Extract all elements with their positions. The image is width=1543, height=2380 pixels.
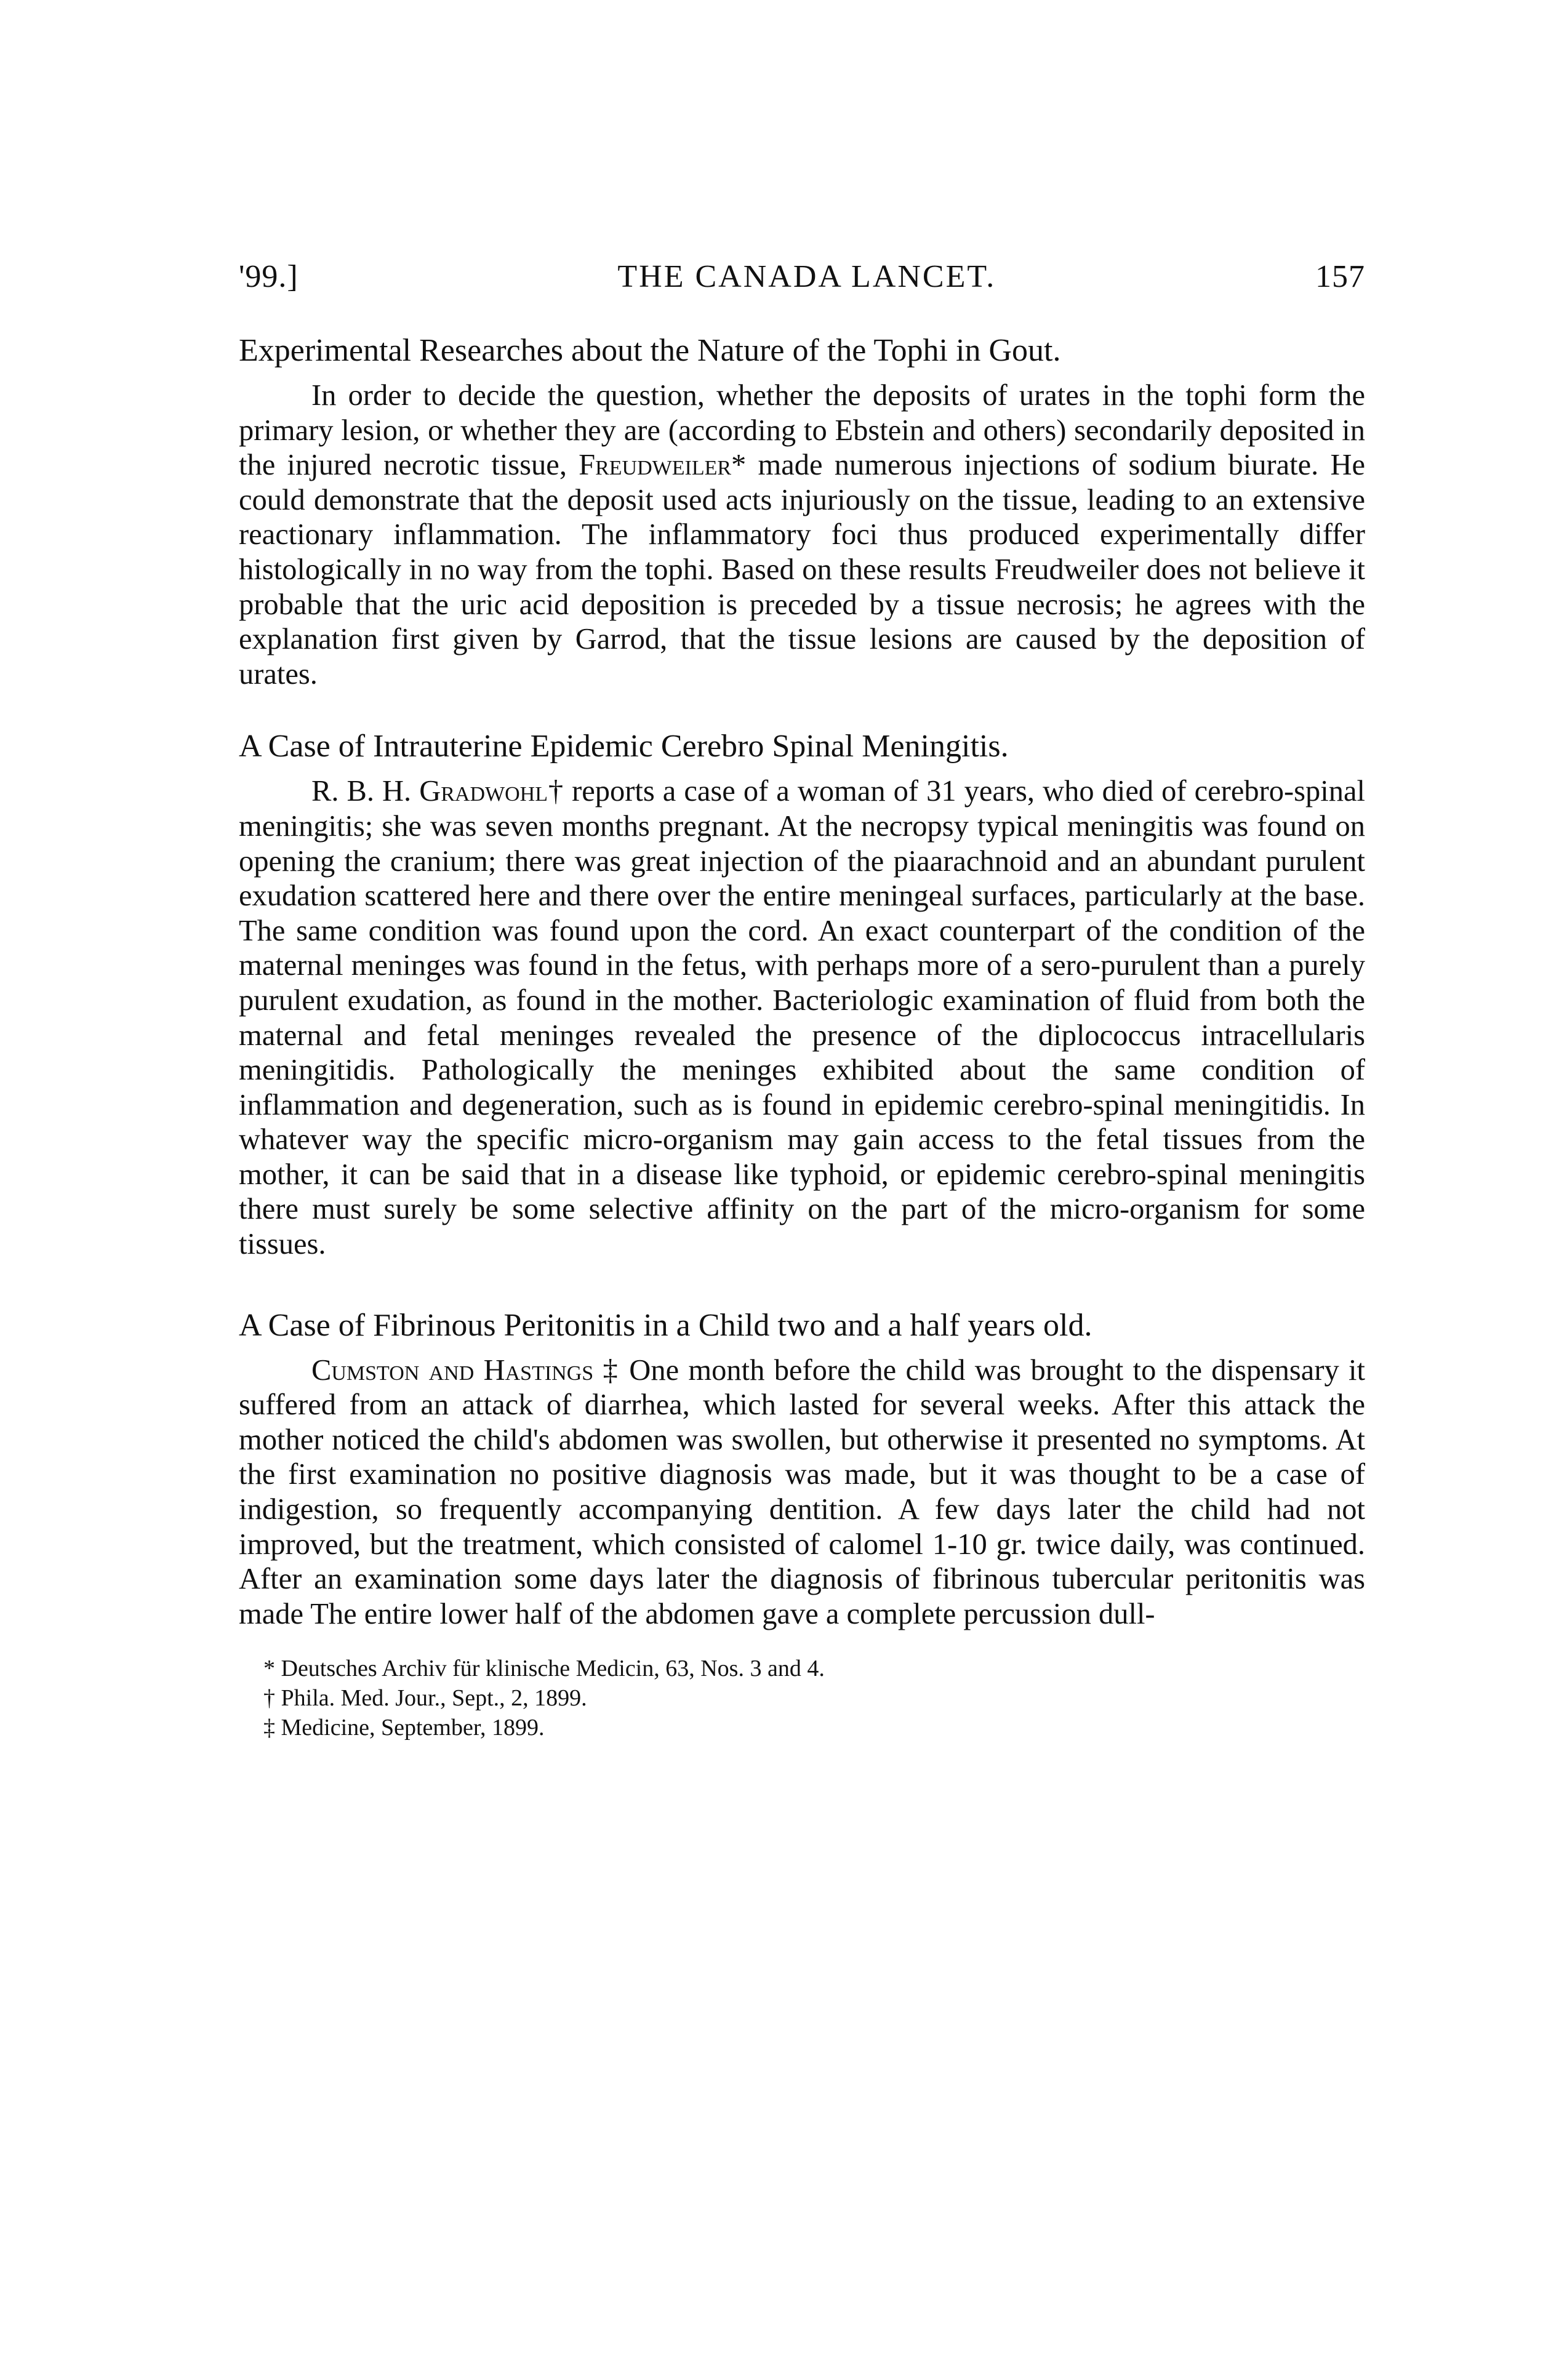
text-run: made numerous injections of sodium biurate. He could demonstrate that the deposit used acts injuriously on the tissue, leading to an extensive reactionary inflammation. The inflammatory foci thus produced experimentally differ histologically in no way from the tophi. Based on these results Freudweiler does not believe it probable that the uric acid deposition is preceded by a tissue necrosis; he agrees with the explanation first given by Garrod, that the tissue lesions are caused by the deposition of urates. <box>239 449 1365 691</box>
journal-title: THE CANADA LANCET. <box>617 259 996 294</box>
footnote: ‡ Medicine, September, 1899. <box>263 1715 545 1741</box>
text-run: R. B. H. <box>311 775 420 808</box>
author-name: Gradwohl† <box>419 775 564 808</box>
running-head <box>239 258 1365 295</box>
header-volume: '99.] <box>239 259 299 294</box>
page <box>239 258 1365 1742</box>
footnote: * Deutsches Archiv für klinische Medicin, 63, Nos. 3 and 4. <box>263 1656 825 1682</box>
article-peritonitis <box>239 1305 1365 1632</box>
article-paragraph <box>239 1353 1365 1632</box>
text-run: reports a case of a woman of 31 years, who died of cerebro-spinal meningitis; she was seven months pregnant. At the necropsy typical meningitis was found on opening the cranium; there was great injection of the piaarachnoid and an abundant purulent exudation scattered here and there over the entire meningeal surfaces, particularly at the base. The same condition was found upon the cord. An exact counterpart of the condition of the maternal meninges was found in the fetus, with perhaps more of a sero-purulent than a purely purulent exudation, as found in the mother. Bacteriologic examination of fluid from both the maternal and fetal meninges revealed the presence of the diplococcus intracellularis meningitidis. Pathologically the meninges exhibited about the same condition of inflammation and degeneration, such as is found in epidemic cerebro-spinal meningitidis. In whatever way the specific micro-organism may gain access to the fetal tissues from the mother, it can be said that in a disease like typhoid, or epidemic cerebro-spinal meningitis there must surely be some selective affinity on the part of the micro-organism for some tissues. <box>239 775 1365 1261</box>
text-run: One month before the child was brought to the dispensary it suffered from an attack of diarrhea, which lasted for several weeks. After this attack the mother noticed the child's abdomen was swollen, but otherwise it presented no symptoms. At the first examination no positive diagnosis was made, but it was thought to be a case of indigestion, so frequently accompanying dentition. A few days later the child had not improved, but the treatment, which consisted of calomel 1-10 gr. twice daily, was continued. After an examination some days later the diagnosis of fibrinous tubercular peritonitis was made The entire lower half of the abdomen gave a complete percussion dull- <box>239 1353 1366 1630</box>
author-name: Freudweiler* <box>579 449 747 482</box>
article-heading: A Case of Fibrinous Peritonitis in a Child two and a half years old. <box>239 1307 1092 1343</box>
article-heading: Experimental Researches about the Nature of the Tophi in Gout. <box>239 333 1061 368</box>
article-heading: A Case of Intrauterine Epidemic Cerebro Spinal Meningitis. <box>239 729 1009 764</box>
page-number: 157 <box>1315 259 1365 294</box>
article-tophi-gout <box>239 331 1365 692</box>
footnote: † Phila. Med. Jour., Sept., 2, 1899. <box>263 1685 587 1712</box>
footnotes <box>239 1654 1365 1742</box>
text-run: In order to decide the question, whether the deposits of urates in the tophi form the primary lesion, or whether they are (according to Ebstein and others) secondarily deposited in the injured necrotic tissue, <box>239 379 1365 482</box>
article-paragraph <box>239 379 1365 692</box>
author-name: Cumston and Hastings ‡ <box>311 1353 620 1387</box>
article-paragraph <box>239 774 1365 1262</box>
article-meningitis <box>239 726 1365 1262</box>
